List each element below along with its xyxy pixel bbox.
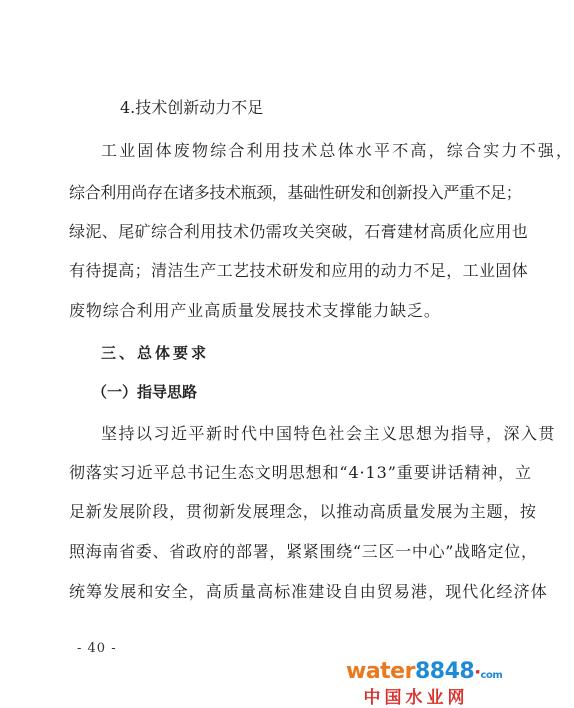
- subsection-heading-1: （一）指导思路: [92, 383, 198, 401]
- paragraph-line: 足新发展阶段，贯彻新发展理念，以推动高质量发展为主题，按: [69, 502, 537, 521]
- watermark-logo: [346, 659, 503, 708]
- paragraph-line: 有待提高；清洁生产工艺技术研发和应用的动力不足，工业固体: [69, 261, 529, 280]
- paragraph-line: 统筹发展和安全，高质量高标准建设自由贸易港，现代化经济体: [69, 582, 548, 601]
- page-number: - 40 -: [77, 641, 117, 656]
- paragraph-line: 工业固体废物综合利用技术总体水平不高，综合实力不强，: [101, 141, 574, 160]
- section-heading-3: 三、总体要求: [101, 344, 210, 362]
- paragraph-line: 废物综合利用产业高质量发展技术支撑能力缺乏。: [69, 301, 441, 320]
- paragraph-line: 坚持以习近平新时代中国特色社会主义思想为指导，深入贯: [101, 424, 557, 443]
- paragraph-line: 照海南省委、省政府的部署，紧紧围绕“三区一中心”战略定位，: [69, 542, 538, 561]
- paragraph-line: 彻落实习近平总书记生态文明思想和“4·13”重要讲话精神，立: [69, 463, 532, 482]
- paragraph-line: 综合利用尚存在诸多技术瓶颈，基础性研发和创新投入严重不足；: [69, 183, 522, 202]
- paragraph-line: 绿泥、尾矿综合利用技术仍需攻关突破，石膏建材高质化应用也: [69, 222, 529, 241]
- watermark-chinese-name: 中国水业网: [363, 688, 469, 708]
- section-heading-4: 4.技术创新动力不足: [120, 98, 264, 117]
- watermark-wordmark: water8848·com: [346, 659, 503, 684]
